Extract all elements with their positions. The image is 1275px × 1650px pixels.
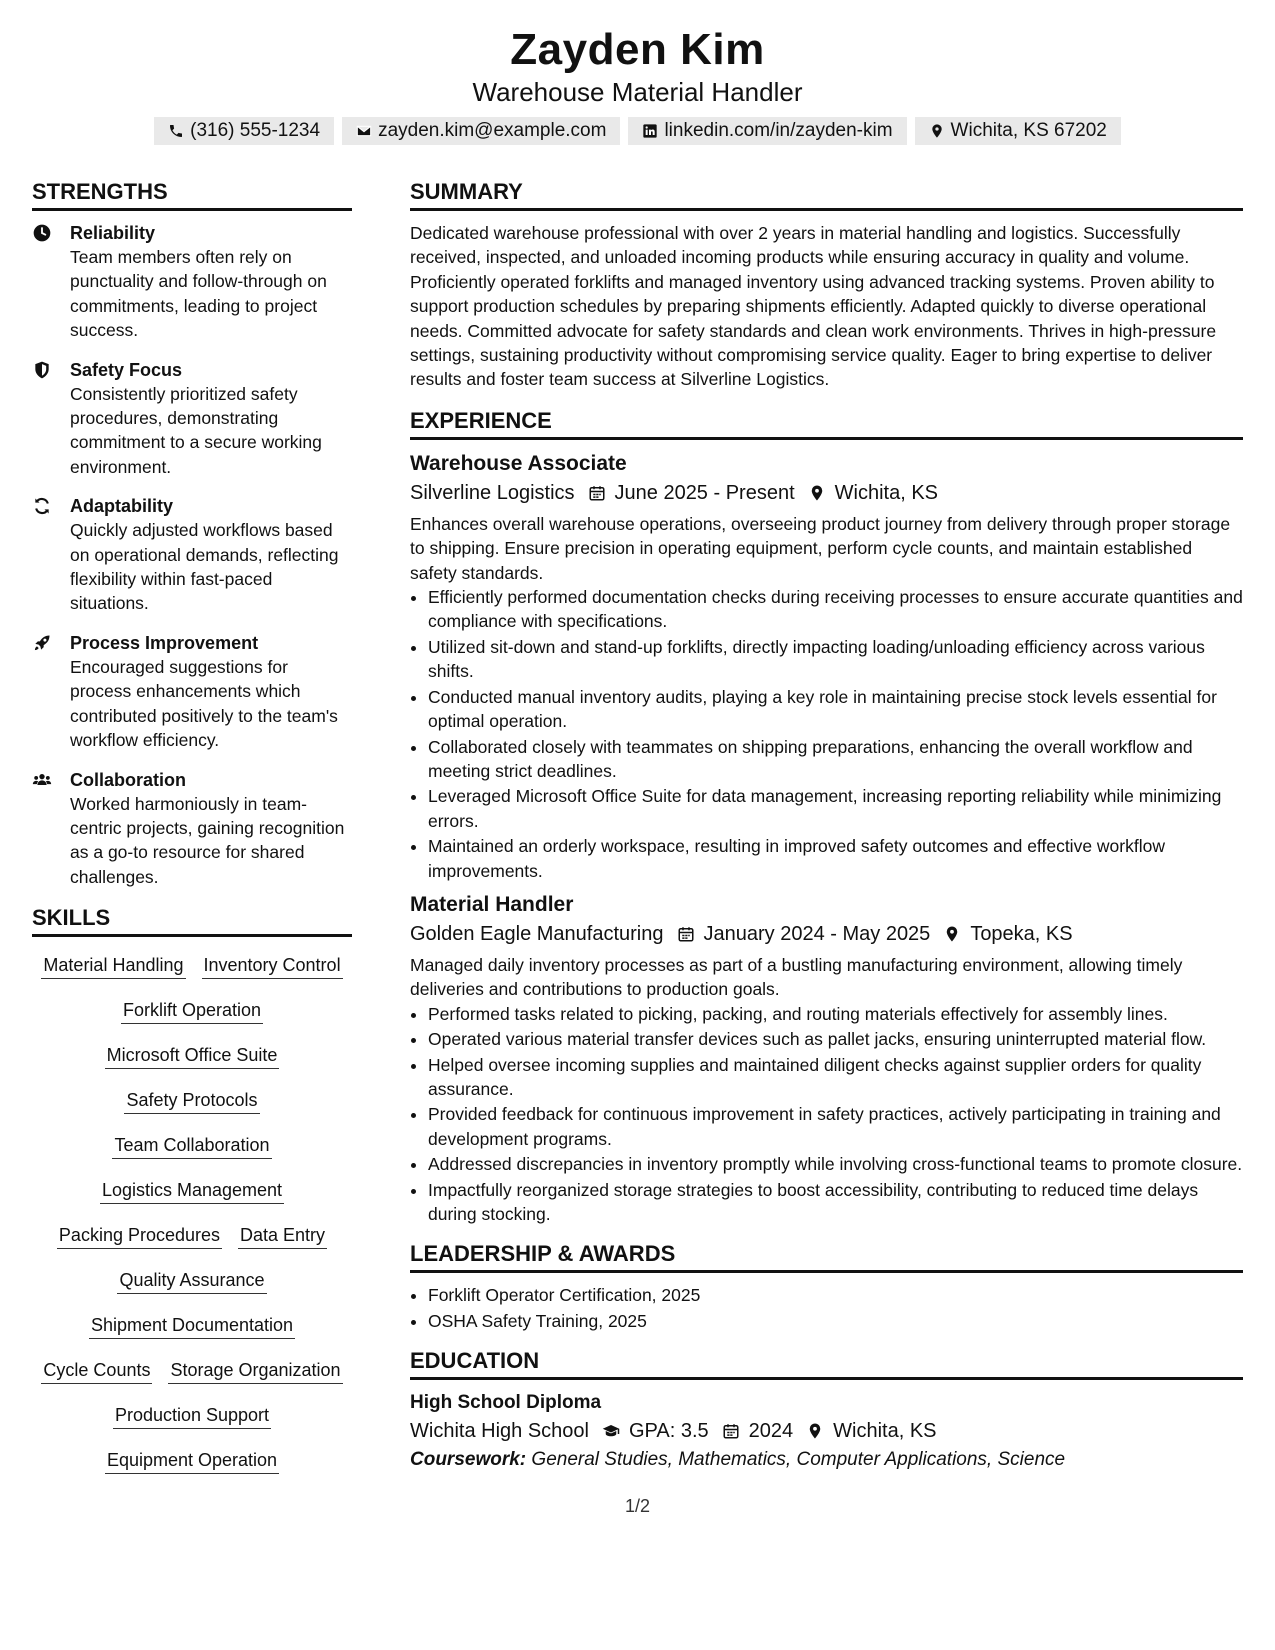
strengths-heading: STRENGTHS [32, 178, 352, 211]
strength-name: Collaboration [70, 769, 186, 790]
skill-tag: Shipment Documentation [89, 1314, 295, 1339]
job-dates: January 2024 - May 2025 [703, 922, 931, 945]
job-company: Golden Eagle Manufacturing [410, 922, 664, 945]
job-meta [410, 478, 1243, 508]
map-pin-icon [806, 1422, 824, 1440]
candidate-name: Zayden Kim [510, 25, 765, 74]
job-bullet: • Utilized sit-down and stand-up forklifts, directly impacting loading/unloading efficiency across various shifts. [428, 635, 1243, 684]
summary-text: Dedicated warehouse professional with over 2 years in material handling and logistics. Successfully received, inspected, and unloaded incoming products while ensuring accuracy in quality and volume. Proficiently operated forklifts and managed inventory using advanced tracking systems. Proven ability to support production schedules by preparing shipments efficiently. Adapted quickly to diverse operational needs. Committed advocate for safety standards and clean work environments. Thrives in high-pressure settings, sustaining productivity without compromising service quality. Eager to bring expertise to deliver results and foster team success at Silverline Logistics. [410, 223, 1217, 390]
candidate-title: Warehouse Material Handler [472, 77, 803, 107]
edu-degree: High School Diploma [410, 1392, 602, 1414]
contact-bar [0, 117, 1275, 145]
sync-icon [32, 496, 52, 516]
map-pin-icon [929, 123, 945, 139]
clock-icon [32, 223, 52, 243]
job-title: Material Handler [410, 892, 574, 916]
job-bullet: • Maintained an orderly workspace, resulting in improved safety outcomes and effective workflow improvements. [428, 834, 1243, 883]
shield-icon [32, 360, 52, 380]
job-bullet: • Leveraged Microsoft Office Suite for data management, increasing reporting reliability while minimizing errors. [428, 784, 1243, 833]
linkedin-icon [642, 123, 658, 139]
strength-item [32, 768, 352, 890]
job-bullet: • Provided feedback for continuous improvement in safety practices, actively participating in training and development programs. [428, 1102, 1243, 1151]
skills-list [32, 951, 352, 1474]
job-description: Enhances overall warehouse operations, overseeing product journey from delivery through proper storage to shipping. Ensure precision in operating equipment, perform cycle counts, and maintain established safety standards. [410, 513, 1231, 583]
strength-name: Reliability [70, 223, 156, 243]
skill-tag: Quality Assurance [117, 1269, 266, 1294]
education-heading: EDUCATION [410, 1347, 1243, 1380]
awards-heading: LEADERSHIP & AWARDS [410, 1240, 1243, 1273]
skill-tag: Packing Procedures [57, 1224, 222, 1249]
graduation-cap-icon [602, 1422, 620, 1440]
job-entry [410, 891, 1243, 1226]
edu-meta [410, 1416, 1243, 1446]
job-bullet: • Operated various material transfer devices such as pallet jacks, ensuring uninterrupted material flow. [428, 1027, 1243, 1051]
edu-coursework [410, 1446, 1243, 1474]
edu-gpa: GPA: 3.5 [628, 1420, 709, 1443]
resume-header [0, 0, 1275, 145]
calendar-icon [722, 1422, 740, 1440]
skills-heading: SKILLS [32, 904, 352, 937]
resume-body [32, 178, 1243, 1474]
map-pin-icon [808, 484, 826, 502]
skill-tag: Data Entry [238, 1224, 327, 1249]
strength-item [32, 358, 352, 480]
job-bullet: • Addressed discrepancies in inventory promptly while involving cross-functional teams to promote closure. [428, 1152, 1243, 1176]
users-icon [32, 770, 52, 790]
job-bullet: • Helped oversee incoming supplies and maintained diligent checks against supplier orders for quality assurance. [428, 1053, 1243, 1102]
skill-tag: Forklift Operation [121, 999, 263, 1024]
map-pin-icon [943, 925, 961, 943]
award-item: • OSHA Safety Training, 2025 [428, 1309, 1243, 1333]
strength-item [32, 221, 352, 343]
strength-name: Adaptability [70, 496, 174, 517]
job-bullet: • Efficiently performed documentation checks during receiving processes to ensure accurate quantities and compliance with specifications. [428, 585, 1243, 634]
job-bullet: • Collaborated closely with teammates on shipping preparations, enhancing the overall workflow and meeting strict deadlines. [428, 735, 1243, 784]
skill-tag: Production Support [113, 1404, 271, 1429]
right-column [410, 178, 1243, 1474]
strength-item [32, 631, 352, 753]
job-entry [410, 450, 1243, 883]
left-column [32, 178, 352, 1474]
edu-location: Wichita, KS [833, 1420, 937, 1443]
skill-tag: Safety Protocols [124, 1089, 259, 1114]
skill-tag: Microsoft Office Suite [105, 1044, 280, 1069]
rocket-icon [32, 633, 52, 653]
job-bullets [428, 585, 1243, 883]
strength-text: Consistently prioritized safety procedures, demonstrating commitment to a secure working environment. [70, 383, 322, 477]
job-location: Wichita, KS [834, 481, 938, 504]
skill-tag: Storage Organization [168, 1359, 342, 1384]
job-company: Silverline Logistics [410, 481, 575, 504]
calendar-icon [588, 484, 606, 502]
page-number: 1/2 [624, 1496, 651, 1516]
job-location: Topeka, KS [970, 922, 1073, 945]
summary-heading: SUMMARY [410, 178, 1243, 211]
job-bullet: • Performed tasks related to picking, packing, and routing materials effectively for assembly lines. [428, 1002, 1243, 1026]
contact-email[interactable] [342, 117, 620, 145]
job-bullet: • Impactfully reorganized storage strategies to boost accessibility, contributing to reduced time delays during stocking. [428, 1178, 1243, 1227]
coursework-label: Coursework: [410, 1449, 527, 1471]
job-bullet: • Conducted manual inventory audits, playing a key role in maintaining precise stock levels essential for optimal operation. [428, 685, 1243, 734]
linkedin-text: linkedin.com/in/zayden-kim [664, 120, 893, 141]
experience-heading: EXPERIENCE [410, 407, 1243, 440]
strength-name: Safety Focus [70, 359, 183, 380]
envelope-icon [356, 123, 372, 139]
job-bullets [428, 1002, 1243, 1227]
job-meta [410, 919, 1243, 949]
skill-tag: Team Collaboration [112, 1134, 271, 1159]
email-text: zayden.kim@example.com [378, 120, 607, 141]
award-item: • Forklift Operator Certification, 2025 [428, 1283, 1243, 1307]
edu-year: 2024 [748, 1420, 794, 1443]
strength-text: Worked harmoniously in team-centric projects, gaining recognition as a go-to resource for shared challenges. [70, 793, 345, 887]
contact-phone[interactable] [154, 117, 334, 145]
skill-tag: Logistics Management [100, 1179, 284, 1204]
skill-tag: Inventory Control [202, 954, 343, 979]
phone-text: (316) 555-1234 [190, 120, 321, 141]
calendar-icon [677, 925, 695, 943]
contact-location[interactable] [915, 117, 1121, 145]
strength-text: Encouraged suggestions for process enhancements which contributed positively to the team's workflow efficiency. [70, 656, 338, 751]
strength-text: Team members often rely on punctuality and follow-through on commitments, leading to project success. [70, 247, 327, 341]
skill-tag: Material Handling [41, 954, 185, 979]
strength-name: Process Improvement [70, 632, 259, 653]
skill-tag: Cycle Counts [41, 1359, 152, 1384]
awards-list [428, 1283, 1243, 1333]
strength-text: Quickly adjusted workflows based on operational demands, reflecting flexibility within fast-paced situations. [70, 520, 339, 614]
edu-school: Wichita High School [410, 1420, 589, 1443]
job-dates: June 2025 - Present [614, 481, 795, 504]
strength-item [32, 494, 352, 616]
coursework-text: General Studies, Mathematics, Computer Applications, Science [531, 1449, 1066, 1471]
skill-tag: Equipment Operation [105, 1449, 279, 1474]
job-title: Warehouse Associate [410, 451, 627, 475]
contact-linkedin[interactable] [628, 117, 906, 145]
location-text: Wichita, KS 67202 [950, 120, 1107, 141]
job-description: Managed daily inventory processes as part of a bustling manufacturing environment, allowing timely deliveries and contributions to production goals. [410, 954, 1183, 1000]
phone-icon [168, 123, 184, 139]
